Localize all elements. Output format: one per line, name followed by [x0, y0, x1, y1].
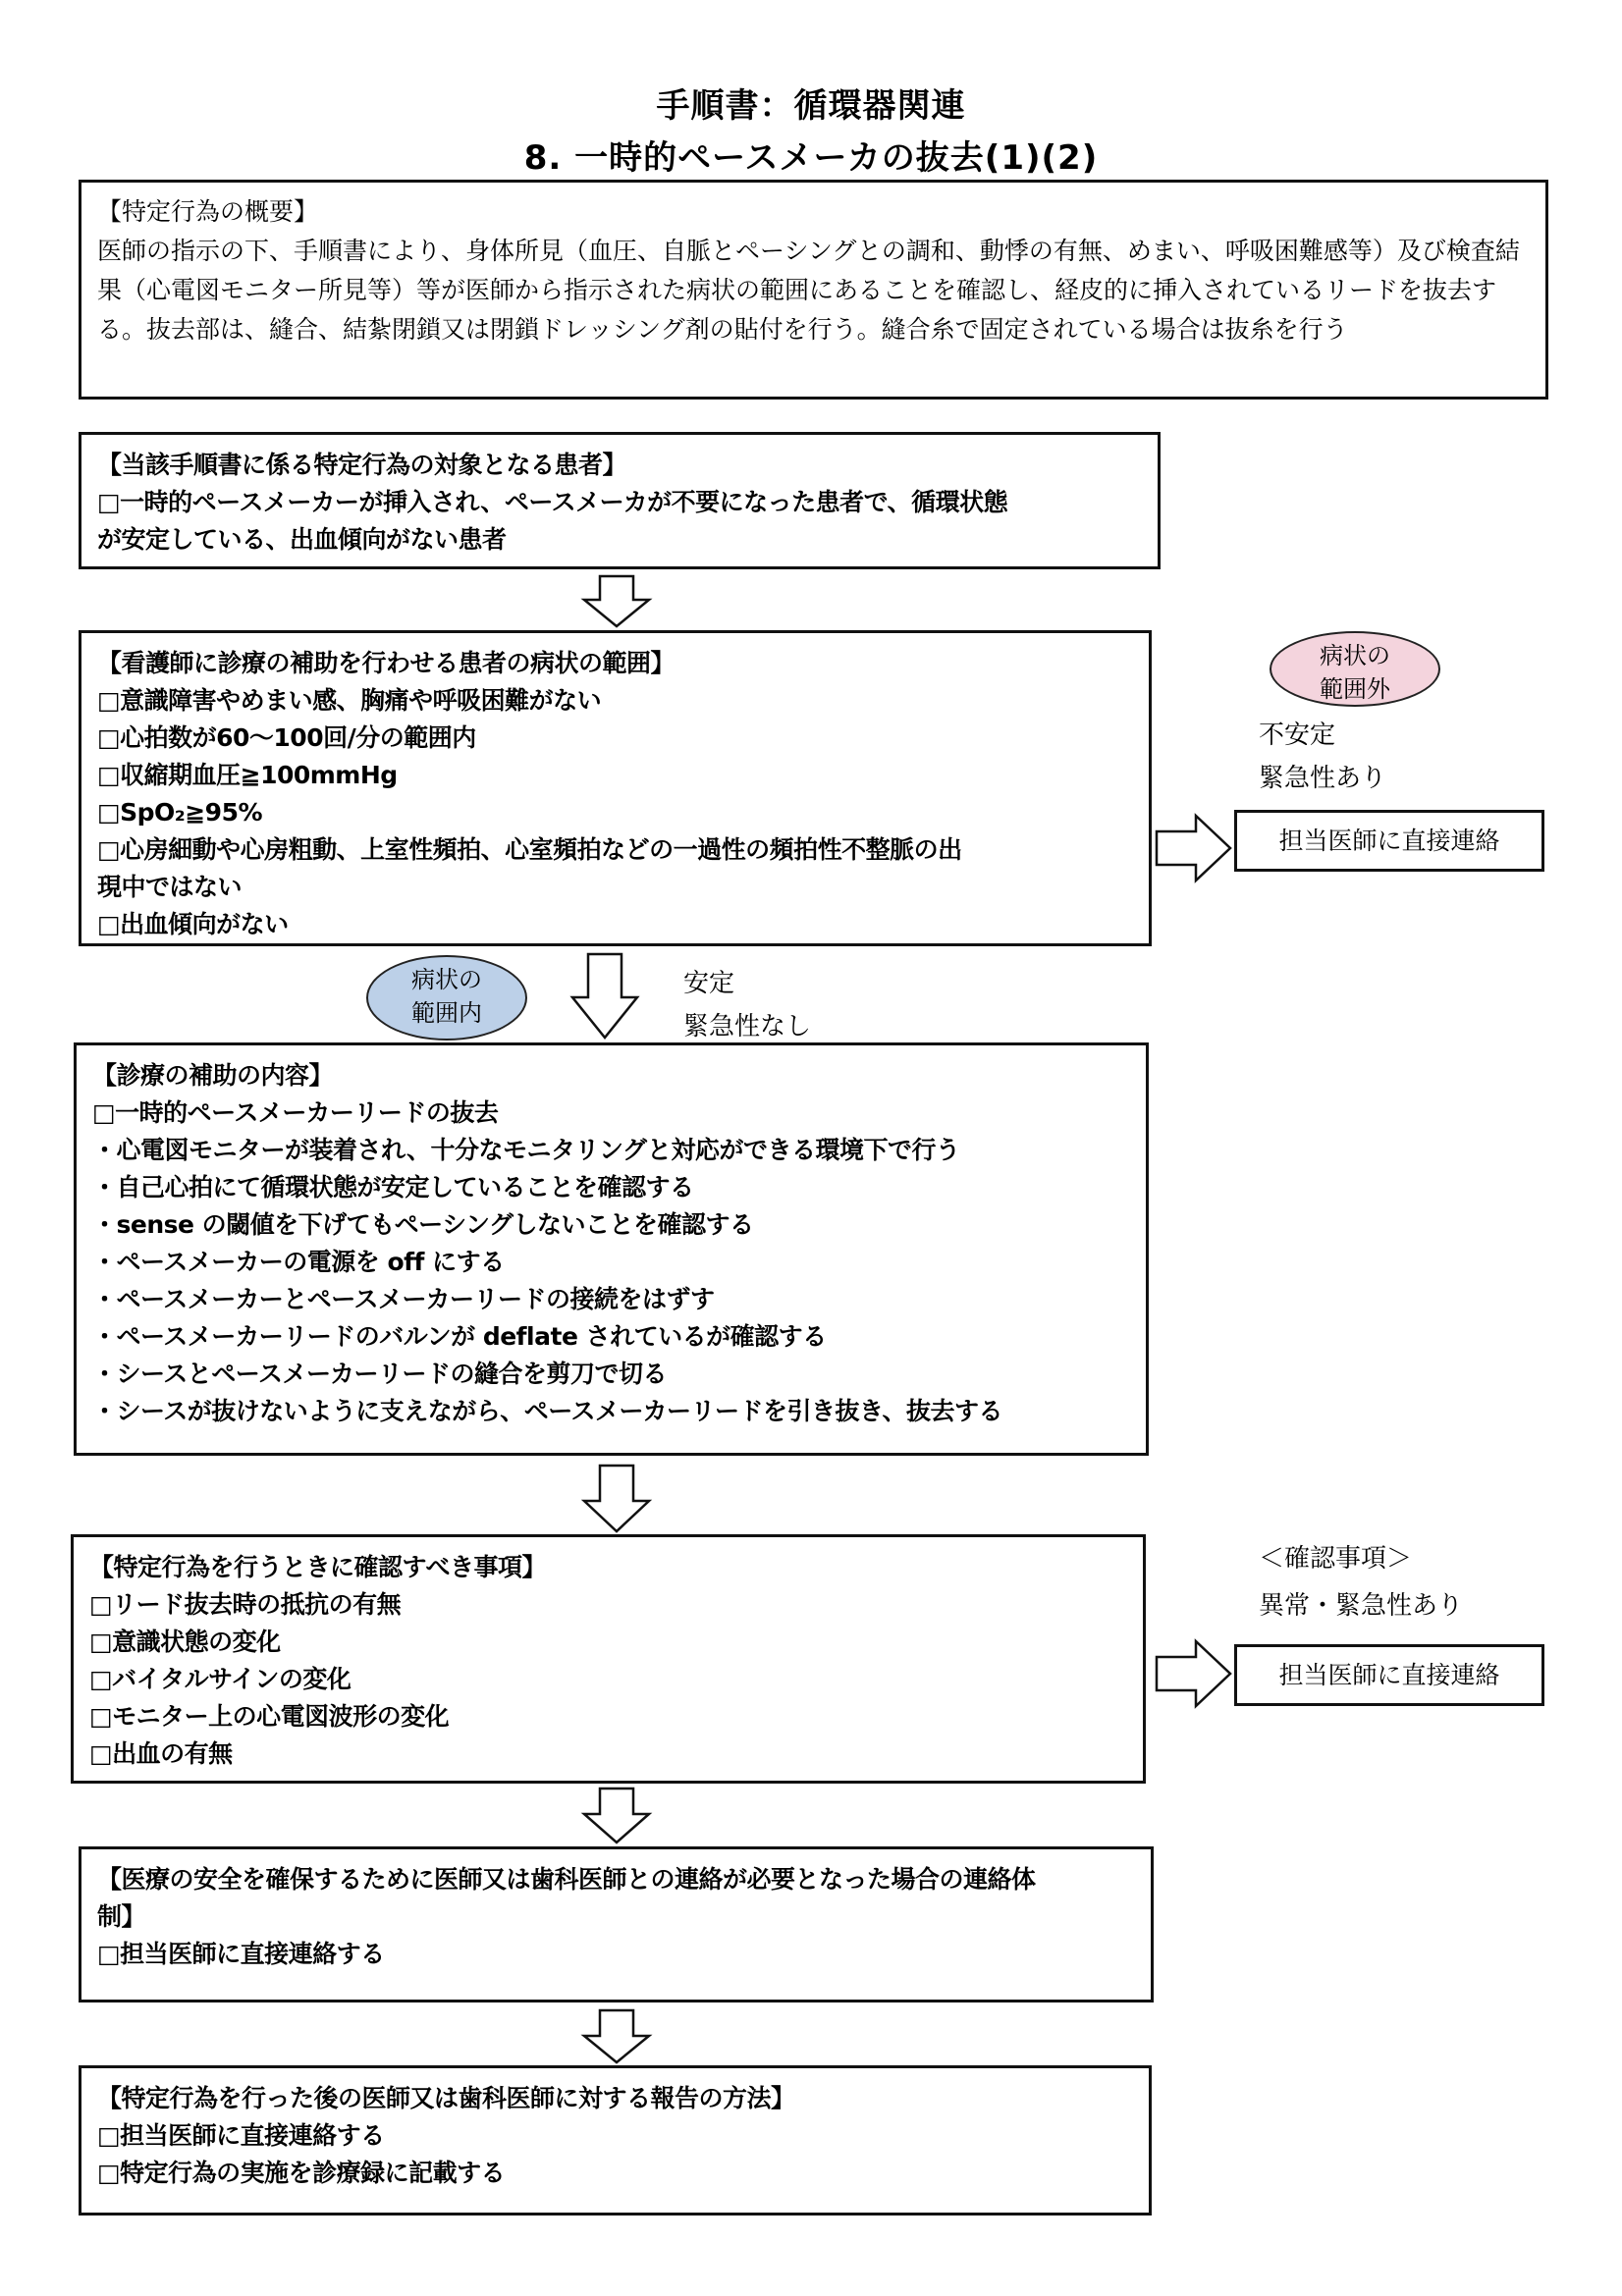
out-of-range-status-unstable: 不安定 [1259, 721, 1336, 750]
assist-item: ・自己心拍にて循環状態が安定していることを確認する [92, 1173, 694, 1201]
condition-range-box [79, 630, 1152, 946]
assist-item: ・ペースメーカーリードのバルンが deflate されているが確認する [92, 1322, 827, 1351]
check-item: □バイタルサインの変化 [89, 1665, 351, 1693]
right-arrow-icon [1157, 1640, 1231, 1707]
condition-item: □出血傾向がない [97, 910, 289, 938]
assist-item: ・sense の閾値を下げてもペーシングしないことを確認する [92, 1210, 754, 1239]
condition-range-heading: 【看護師に診療の補助を行わせる患者の病状の範囲】 [97, 649, 676, 677]
down-arrow-icon [583, 2010, 650, 2063]
condition-item: □SpO₂≧95% [97, 798, 263, 827]
in-range-status-not-urgent: 緊急性なし [683, 1012, 812, 1041]
out-of-range-status-urgent: 緊急性あり [1259, 764, 1387, 793]
in-range-badge-line1: 病状の [411, 966, 482, 993]
assist-item: ・ペースメーカーの電源を off にする [92, 1248, 505, 1276]
condition-item: □心房細動や心房粗動、上室性頻拍、心室頻拍などの一過性の頻拍性不整脈の出 [97, 835, 962, 864]
document-title: 手順書：循環器関連 [656, 86, 966, 126]
contact-system-box [79, 1846, 1154, 2002]
report-method-item: □特定行為の実施を診療録に記載する [97, 2159, 506, 2187]
report-method-item: □担当医師に直接連絡する [97, 2121, 385, 2150]
assist-item: ・シースとペースメーカーリードの縫合を剪刀で切る [92, 1360, 668, 1388]
down-arrow-icon [583, 1789, 650, 1843]
contact-system-heading-line2: 制】 [97, 1902, 146, 1931]
condition-item: □意識障害やめまい感、胸痛や呼吸困難がない [97, 686, 602, 715]
assist-item: □一時的ペースメーカーリードの抜去 [92, 1098, 499, 1127]
assist-item: ・心電図モニターが装着され、十分なモニタリングと対応ができる環境下で行う [92, 1136, 960, 1164]
condition-item: 現中ではない [97, 873, 243, 901]
check-side-status: 異常・緊急性あり [1259, 1591, 1464, 1621]
contact-doctor-box-2: 担当医師に直接連絡 [1234, 1644, 1544, 1706]
check-side-title: ＜確認事項＞ [1259, 1544, 1413, 1574]
assist-item: ・シースが抜けないように支えながら、ペースメーカーリードを引き抜き、抜去する [92, 1397, 1003, 1425]
out-of-range-badge [1270, 631, 1440, 707]
target-patients-line: が安定している、出血傾向がない患者 [97, 525, 507, 554]
assist-content-box [74, 1042, 1149, 1456]
target-patients-line: □一時的ペースメーカーが挿入され、ペースメーカが不要になった患者で、循環状態 [97, 488, 1008, 516]
overview-heading: 【特定行為の概要】 [97, 197, 319, 226]
out-of-range-badge-line2: 範囲外 [1320, 675, 1390, 703]
check-item: □出血の有無 [89, 1739, 233, 1768]
condition-item: □収縮期血圧≧100mmHg [97, 761, 398, 789]
check-item: □リード抜去時の抵抗の有無 [89, 1590, 402, 1619]
assist-item: ・ペースメーカーとペースメーカーリードの接続をはずす [92, 1285, 715, 1313]
target-patients-heading: 【当該手順書に係る特定行為の対象となる患者】 [97, 451, 627, 479]
contact-doctor-box-1: 担当医師に直接連絡 [1234, 810, 1544, 872]
condition-item: □心拍数が60～100回/分の範囲内 [97, 723, 476, 752]
in-range-status-stable: 安定 [683, 969, 735, 998]
in-range-badge [366, 955, 527, 1041]
overview-box [79, 180, 1548, 400]
report-method-heading: 【特定行為を行った後の医師又は歯科医師に対する報告の方法】 [97, 2084, 795, 2112]
contact-system-item: □担当医師に直接連絡する [97, 1940, 385, 1968]
out-of-range-badge-line1: 病状の [1320, 642, 1390, 669]
report-method-box [79, 2065, 1152, 2216]
check-item: □モニター上の心電図波形の変化 [89, 1702, 450, 1731]
assist-content-heading: 【診療の補助の内容】 [92, 1061, 334, 1090]
check-items-heading: 【特定行為を行うときに確認すべき事項】 [89, 1553, 547, 1581]
right-arrow-icon [1157, 815, 1231, 881]
down-arrow-icon [583, 1466, 650, 1532]
down-arrow-icon [583, 576, 650, 627]
in-range-badge-line2: 範囲内 [411, 999, 482, 1027]
document-subtitle: 8. 一時的ペースメーカの抜去(1)(2) [523, 138, 1099, 178]
contact-system-heading-line1: 【医療の安全を確保するために医師又は歯科医師との連絡が必要となった場合の連絡体 [97, 1865, 1036, 1894]
check-items-box [71, 1534, 1146, 1784]
overview-body: 医師の指示の下、手順書により、身体所見（血圧、自脈とペーシングとの調和、動悸の有無、めまい、呼吸困難感等）及び検査結果（心電図モニター所見等）等が医師から指示された病状の範囲にあることを確認し、経皮的に挿入されているリードを抜去する。抜去部は、縫合、結紮閉鎖又は閉鎖ドレッシング剤の貼付を行う。縫合糸で固定されている場合は抜糸を行う [97, 237, 1520, 344]
down-arrow-icon [571, 954, 638, 1039]
check-item: □意識状態の変化 [89, 1628, 281, 1656]
target-patients-box [79, 432, 1161, 569]
